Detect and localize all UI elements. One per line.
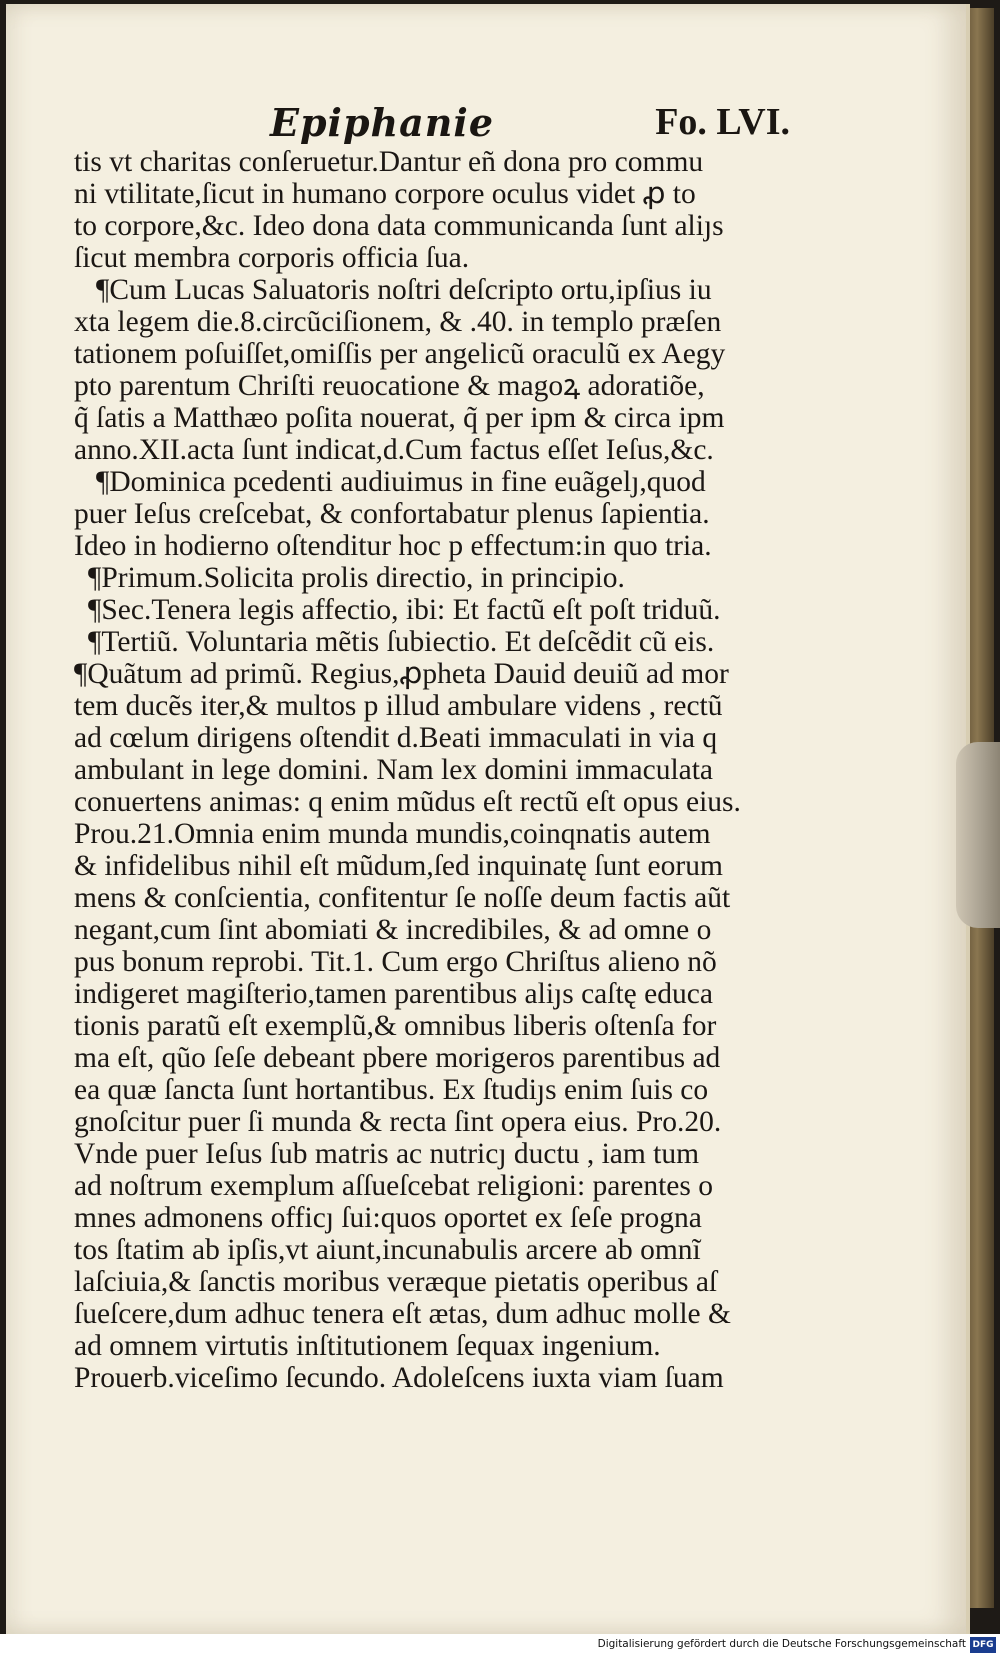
text-line: ¶Dominica pcedenti audiuimus in fine euãgelȷ,quod [96,466,706,498]
text-line: mnes admonens officȷ ſui:quos oportet ex ſeſe progna [74,1202,702,1234]
body-text [74,146,794,1394]
text-line: Prou.21.Omnia enim munda mundis,coinqnatis autem [74,818,711,850]
text-line: tationem poſuiſſet,omiſſis per angelicũ oraculũ ex Aegy [74,338,726,370]
text-line: Vnde puer Ieſus ſub matris ac nutricȷ ductu , iam tum [74,1138,700,1170]
text-line: ¶Sec.Tenera legis affectio, ibi: Et factũ eſt poſt triduũ. [88,594,721,626]
text-line: tis vt charitas conſeruetur.Dantur eñ dona pro commu [74,146,704,178]
text-line: conuertens animas: q enim mũdus eſt rectũ eſt opus eius. [74,786,741,818]
folio-number: Fo. LVI. [655,101,790,143]
text-line: anno.XII.acta ſunt indicat,d.Cum factus eſſet Ieſus,&c. [74,434,714,466]
text-line: ma eſt, qũo ſeſe debeant pbere morigeros parentibus ad [74,1042,721,1074]
page-header [270,100,790,150]
book-clasp [956,742,1000,928]
digitization-footer [0,1634,1000,1658]
text-line: pto parentum Chriſti reuocatione & magoꝝ adoratiõe, [74,370,705,402]
text-line: ni vtilitate,ſicut in humano corpore oculus videt ꝓ to [74,178,696,210]
text-line: xta legem die.8.circũciſionem, & .40. in templo præſen [74,306,722,338]
dfg-logo: DFG [970,1637,996,1653]
text-line: tos ſtatim ab ipſis,vt aiunt,incunabulis arcere ab omnĩ [74,1234,701,1266]
text-line: gnoſcitur puer ſi munda & recta ſint opera eius. Pro.20. [74,1106,722,1138]
text-line: ſueſcere,dum adhuc tenera eſt ætas, dum adhuc molle & [74,1298,731,1330]
text-line: ¶Tertiũ. Voluntaria mẽtis ſubiectio. Et deſcẽdit cũ eis. [88,626,715,658]
text-line: & infidelibus nihil eſt mũdum,ſed inquinatę ſunt eorum [74,850,723,882]
running-head: Epiphanie [270,100,495,145]
funding-credit: Digitalisierung gefördert durch die Deutsche Forschungsgemeinschaft [597,1638,966,1650]
text-line: ¶Cum Lucas Saluatoris noſtri deſcripto ortu,ipſius iu [96,274,712,306]
text-line: q̃ ſatis a Matthæo poſita nouerat, q̃ per ipm & circa ipm [74,402,725,434]
text-line: tionis paratũ eſt exemplũ,& omnibus liberis oſtenſa for [74,1010,717,1042]
text-line: Ideo in hodierno oſtenditur hoc p effectum:in quo tria. [74,530,712,562]
text-line: to corpore,&c. Ideo dona data communicanda ſunt aliȷs [74,210,724,242]
text-line: ea quæ ſancta ſunt hortantibus. Ex ſtudiȷs enim ſuis co [74,1074,709,1106]
text-line: pus bonum reprobi. Tit.1. Cum ergo Chriſtus alieno nõ [74,946,717,978]
text-line: ambulant in lege domini. Nam lex domini immaculata [74,754,714,786]
text-line: tem ducẽs iter,& multos p illud ambulare videns , rectũ [74,690,723,722]
text-line: ad noſtrum exemplum aſſueſcebat religioni: parentes o [74,1170,713,1202]
text-line: laſciuia,& ſanctis moribus veræque pietatis operibus aſ [74,1266,718,1298]
text-line: mens & conſcientia, confitentur ſe noſſe deum factis aũt [74,882,731,914]
text-line: ſicut membra corporis officia ſua. [74,242,470,274]
text-line: ¶Quãtum ad primũ. Regius,ꝓpheta Dauid deuiũ ad mor [74,658,729,690]
text-line: ¶Primum.Solicita prolis directio, in principio. [88,562,625,594]
text-line: Prouerb.viceſimo ſecundo. Adoleſcens iuxta viam ſuam [74,1362,724,1394]
text-line: ad cœlum dirigens oſtendit d.Beati immaculati in via q [74,722,718,754]
text-line: negant,cum ſint abomiati & incredibiles, & ad omne o [74,914,712,946]
text-line: ad omnem virtutis inſtitutionem ſequax ingenium. [74,1330,661,1362]
text-line: indigeret magiſterio,tamen parentibus aliȷs caſtę educa [74,978,713,1010]
text-line: puer Ieſus creſcebat, & confortabatur plenus ſapientia. [74,498,710,530]
